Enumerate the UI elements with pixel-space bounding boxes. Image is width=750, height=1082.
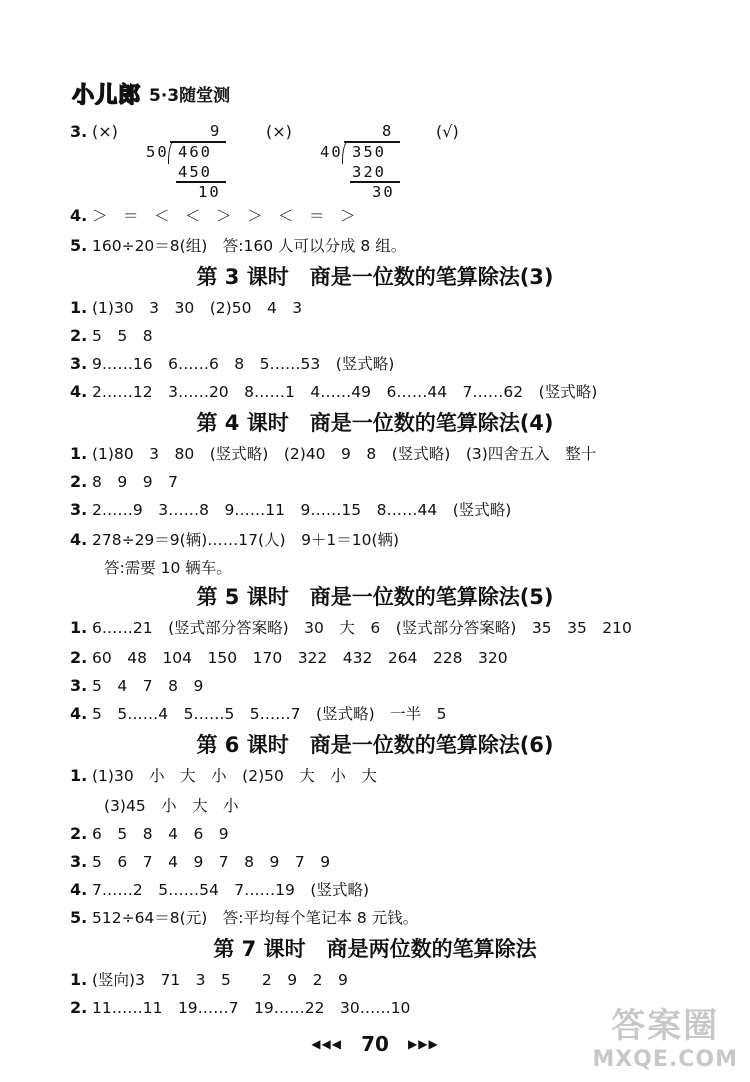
- q3-mark-3: (√): [436, 122, 459, 141]
- l3-q4-answer: 2……12 3……20 8……1 4……49 6……44 7……62 (竖式略): [92, 383, 598, 401]
- l6-q1-number: 1.: [70, 766, 88, 785]
- q5-number: 5.: [70, 236, 88, 255]
- q4-answer: ＞ ＝ ＜ ＜ ＞ ＞ ＜ ＝ ＞: [92, 207, 356, 225]
- l3-q1-answer: (1)30 3 30 (2)50 4 3: [92, 299, 303, 317]
- div2-quotient: 8: [382, 122, 394, 140]
- l6-q1-answer-cont: (3)45 小 大 小: [104, 797, 239, 815]
- brand-logo: 小儿郎: [72, 83, 142, 108]
- div1-divisor: 50: [146, 143, 169, 161]
- l6-q3-answer: 5 6 7 4 9 7 8 9 7 9: [92, 853, 331, 871]
- l3-q1-number: 1.: [70, 298, 88, 317]
- l6-q4-number: 4.: [70, 880, 88, 899]
- div1-quotient: 9: [210, 122, 222, 140]
- div2-product: 320: [352, 163, 386, 181]
- watermark-logo: 答案圈: [611, 1006, 720, 1046]
- l6-q5-number: 5.: [70, 908, 88, 927]
- l3-q4-number: 4.: [70, 382, 88, 401]
- l4-q1-answer: (1)80 3 80 (竖式略) (2)40 9 8 (竖式略) (3)四舍五入 整十: [92, 445, 597, 463]
- l5-q2-number: 2.: [70, 648, 88, 667]
- l6-q2-number: 2.: [70, 824, 88, 843]
- div1-bracket: [168, 141, 175, 164]
- q5-answer: 160÷20＝8(组) 答:160 人可以分成 8 组。: [92, 237, 407, 255]
- div1-remainder: 10: [198, 183, 221, 201]
- lesson-7-title: 第 7 课时 商是两位数的笔算除法: [213, 937, 537, 961]
- page-header: [72, 78, 230, 109]
- lesson-5-title: 第 5 课时 商是一位数的笔算除法(5): [196, 585, 554, 609]
- lesson-3-title: 第 3 课时 商是一位数的笔算除法(3): [196, 265, 554, 289]
- l4-q3-number: 3.: [70, 500, 88, 519]
- l4-q3-answer: 2……9 3……8 9……11 9……15 8……44 (竖式略): [92, 501, 512, 519]
- div2-divisor: 40: [320, 143, 343, 161]
- div2-bracket: [342, 141, 349, 164]
- l3-q3-answer: 9……16 6……6 8 5……53 (竖式略): [92, 355, 395, 373]
- l7-q1-answer: (竖向)3 71 3 5 2 9 2 9: [92, 971, 348, 989]
- div1-product: 450: [178, 163, 212, 181]
- div1-dividend: 460: [178, 143, 212, 161]
- l3-q2-number: 2.: [70, 326, 88, 345]
- lesson-6-title: 第 6 课时 商是一位数的笔算除法(6): [196, 733, 554, 757]
- l6-q5-answer: 512÷64＝8(元) 答:平均每个笔记本 8 元钱。: [92, 909, 419, 927]
- right-arrows-icon: ▶▶▶: [408, 1037, 439, 1051]
- l7-q2-answer: 11……11 19……7 19……22 30……10: [92, 999, 411, 1017]
- l7-q1-number: 1.: [70, 970, 88, 989]
- q3-mark-1: (×): [92, 122, 118, 141]
- l5-q2-answer: 60 48 104 150 170 322 432 264 228 320: [92, 649, 508, 667]
- l4-q4-conclusion: 答:需要 10 辆车。: [104, 559, 232, 577]
- l5-q4-answer: 5 5……4 5……5 5……7 (竖式略) 一半 5: [92, 705, 447, 723]
- q3-mark-2: (×): [266, 122, 292, 141]
- l5-q4-number: 4.: [70, 704, 88, 723]
- l4-q1-number: 1.: [70, 444, 88, 463]
- l6-q3-number: 3.: [70, 852, 88, 871]
- l7-q2-number: 2.: [70, 998, 88, 1017]
- page-number: 70: [361, 1032, 389, 1056]
- lesson-4-title: 第 4 课时 商是一位数的笔算除法(4): [196, 411, 554, 435]
- l5-q3-number: 3.: [70, 676, 88, 695]
- watermark: [592, 998, 738, 1072]
- left-arrows-icon: ◀◀◀: [311, 1037, 342, 1051]
- l6-q1-answer: (1)30 小 大 小 (2)50 大 小 大: [92, 767, 377, 785]
- q3-number: 3.: [70, 122, 88, 141]
- l5-q1-number: 1.: [70, 618, 88, 637]
- l6-q4-answer: 7……2 5……54 7……19 (竖式略): [92, 881, 369, 899]
- watermark-url: MXQE.COM: [592, 1047, 738, 1072]
- l5-q3-answer: 5 4 7 8 9: [92, 677, 204, 695]
- l3-q3-number: 3.: [70, 354, 88, 373]
- l5-q1-answer: 6……21 (竖式部分答案略) 30 大 6 (竖式部分答案略) 35 35 210: [92, 619, 632, 637]
- l4-q2-answer: 8 9 9 7: [92, 473, 178, 491]
- div2-dividend: 350: [352, 143, 386, 161]
- q4-number: 4.: [70, 206, 88, 225]
- l4-q4-number: 4.: [70, 530, 88, 549]
- l4-q2-number: 2.: [70, 472, 88, 491]
- div2-remainder: 30: [372, 183, 395, 201]
- series-title: 5·3随堂测: [149, 86, 231, 106]
- l3-q2-answer: 5 5 8: [92, 327, 153, 345]
- l6-q2-answer: 6 5 8 4 6 9: [92, 825, 229, 843]
- l4-q4-answer: 278÷29＝9(辆)……17(人) 9＋1＝10(辆): [92, 531, 400, 549]
